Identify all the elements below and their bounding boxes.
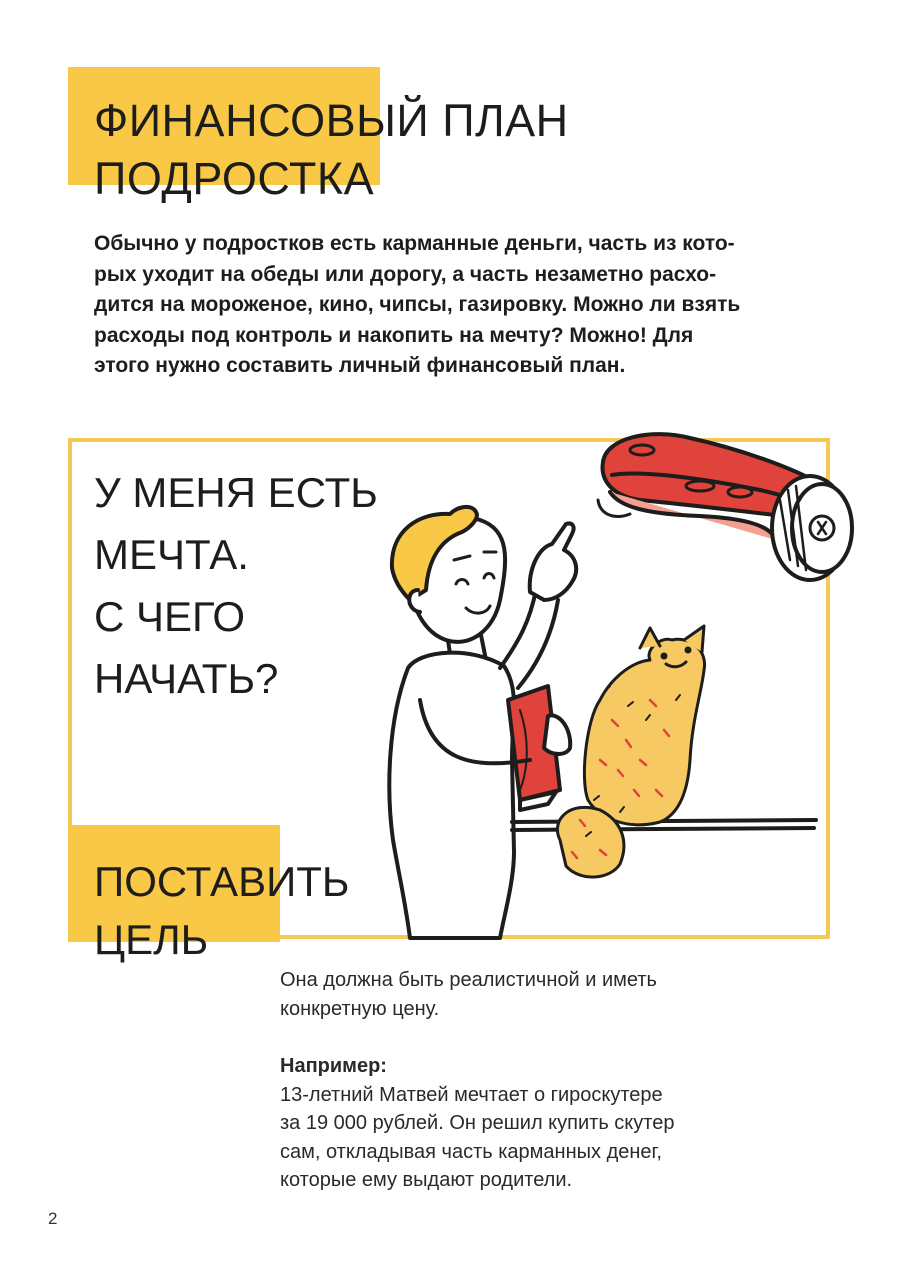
dream-heading-line: У МЕНЯ ЕСТЬ [94, 469, 378, 516]
intro-line: дится на мороженое, кино, чипсы, газировку. Можно ли взять [94, 293, 741, 316]
example-line: которые ему выдают родители. [280, 1169, 573, 1191]
dream-heading-line: С ЧЕГО [94, 593, 246, 640]
example-line: за 19 000 рублей. Он решил купить скутер [280, 1112, 675, 1134]
page-title-line-2: ПОДРОСТКА [94, 153, 375, 204]
hoverboard-icon [598, 434, 852, 580]
goal-text-line: конкретную цену. [280, 997, 440, 1020]
intro-line: этого нужно составить личный финансовый план. [94, 354, 626, 377]
dream-heading-line: МЕЧТА. [94, 531, 249, 578]
cat-icon [557, 626, 704, 877]
goal-heading-line-2: ЦЕЛЬ [94, 916, 209, 963]
intro-line: рых уходит на обеды или дорогу, а часть незаметно расхо- [94, 262, 717, 286]
intro-line: Обычно у подростков есть карманные деньги, часть из кото- [94, 232, 735, 255]
example-line: 13-летний Матвей мечтает о гироскутере [280, 1083, 663, 1106]
dream-heading [94, 462, 378, 710]
boy-icon [389, 507, 576, 938]
goal-heading-line-1: ПОСТАВИТЬ [94, 858, 350, 905]
example-line: сам, откладывая часть карманных денег, [280, 1140, 662, 1163]
goal-description [280, 966, 800, 1195]
page-number: 2 [48, 1209, 58, 1228]
goal-text-line: Она должна быть реалистичной и иметь [280, 969, 657, 991]
intro-line: расходы под контроль и накопить на мечту? Можно! Для [94, 323, 694, 347]
example-label: Например: [280, 1055, 387, 1077]
page-title-line-1: ФИНАНСОВЫЙ ПЛАН [94, 95, 569, 146]
goal-heading [94, 853, 350, 969]
dream-heading-line: НАЧАТЬ? [94, 655, 279, 702]
